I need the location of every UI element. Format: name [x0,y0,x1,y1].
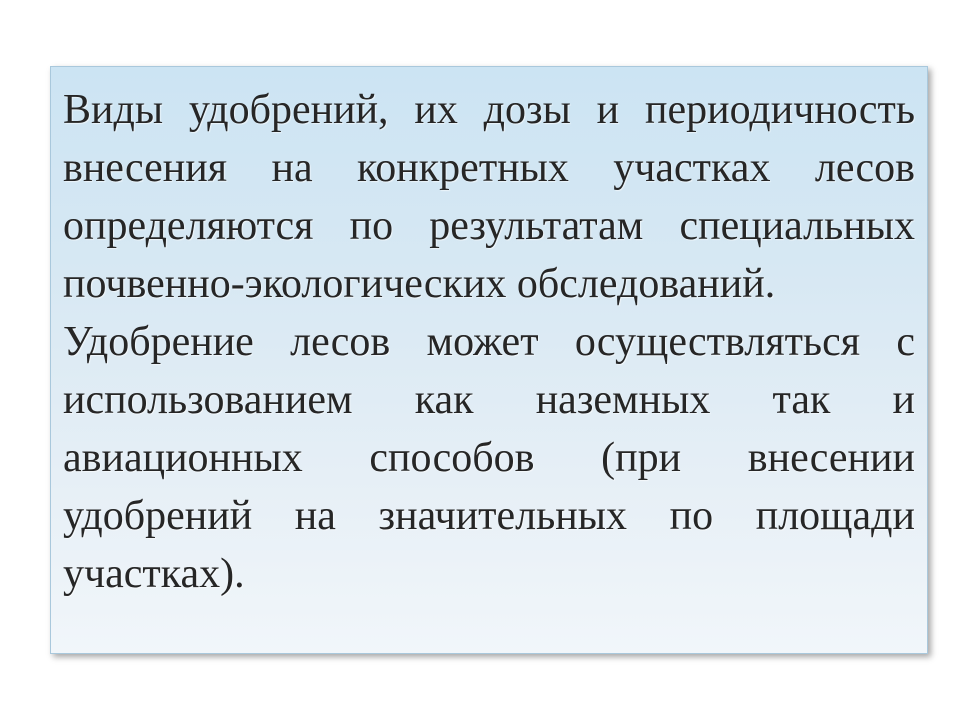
paragraph-fertilizer-types: Виды удобрений, их дозы и периодичность внесения на конкретных участках лесов определяются по результатам специальных почвенно-экологических обследований. [63,87,915,307]
text-box [50,66,928,654]
paragraph-fertilization-methods: Удобрение лесов может осуществляться с использованием как наземных так и авиационных способов (при внесении удобрений на значительных по площади участках). [63,319,915,597]
